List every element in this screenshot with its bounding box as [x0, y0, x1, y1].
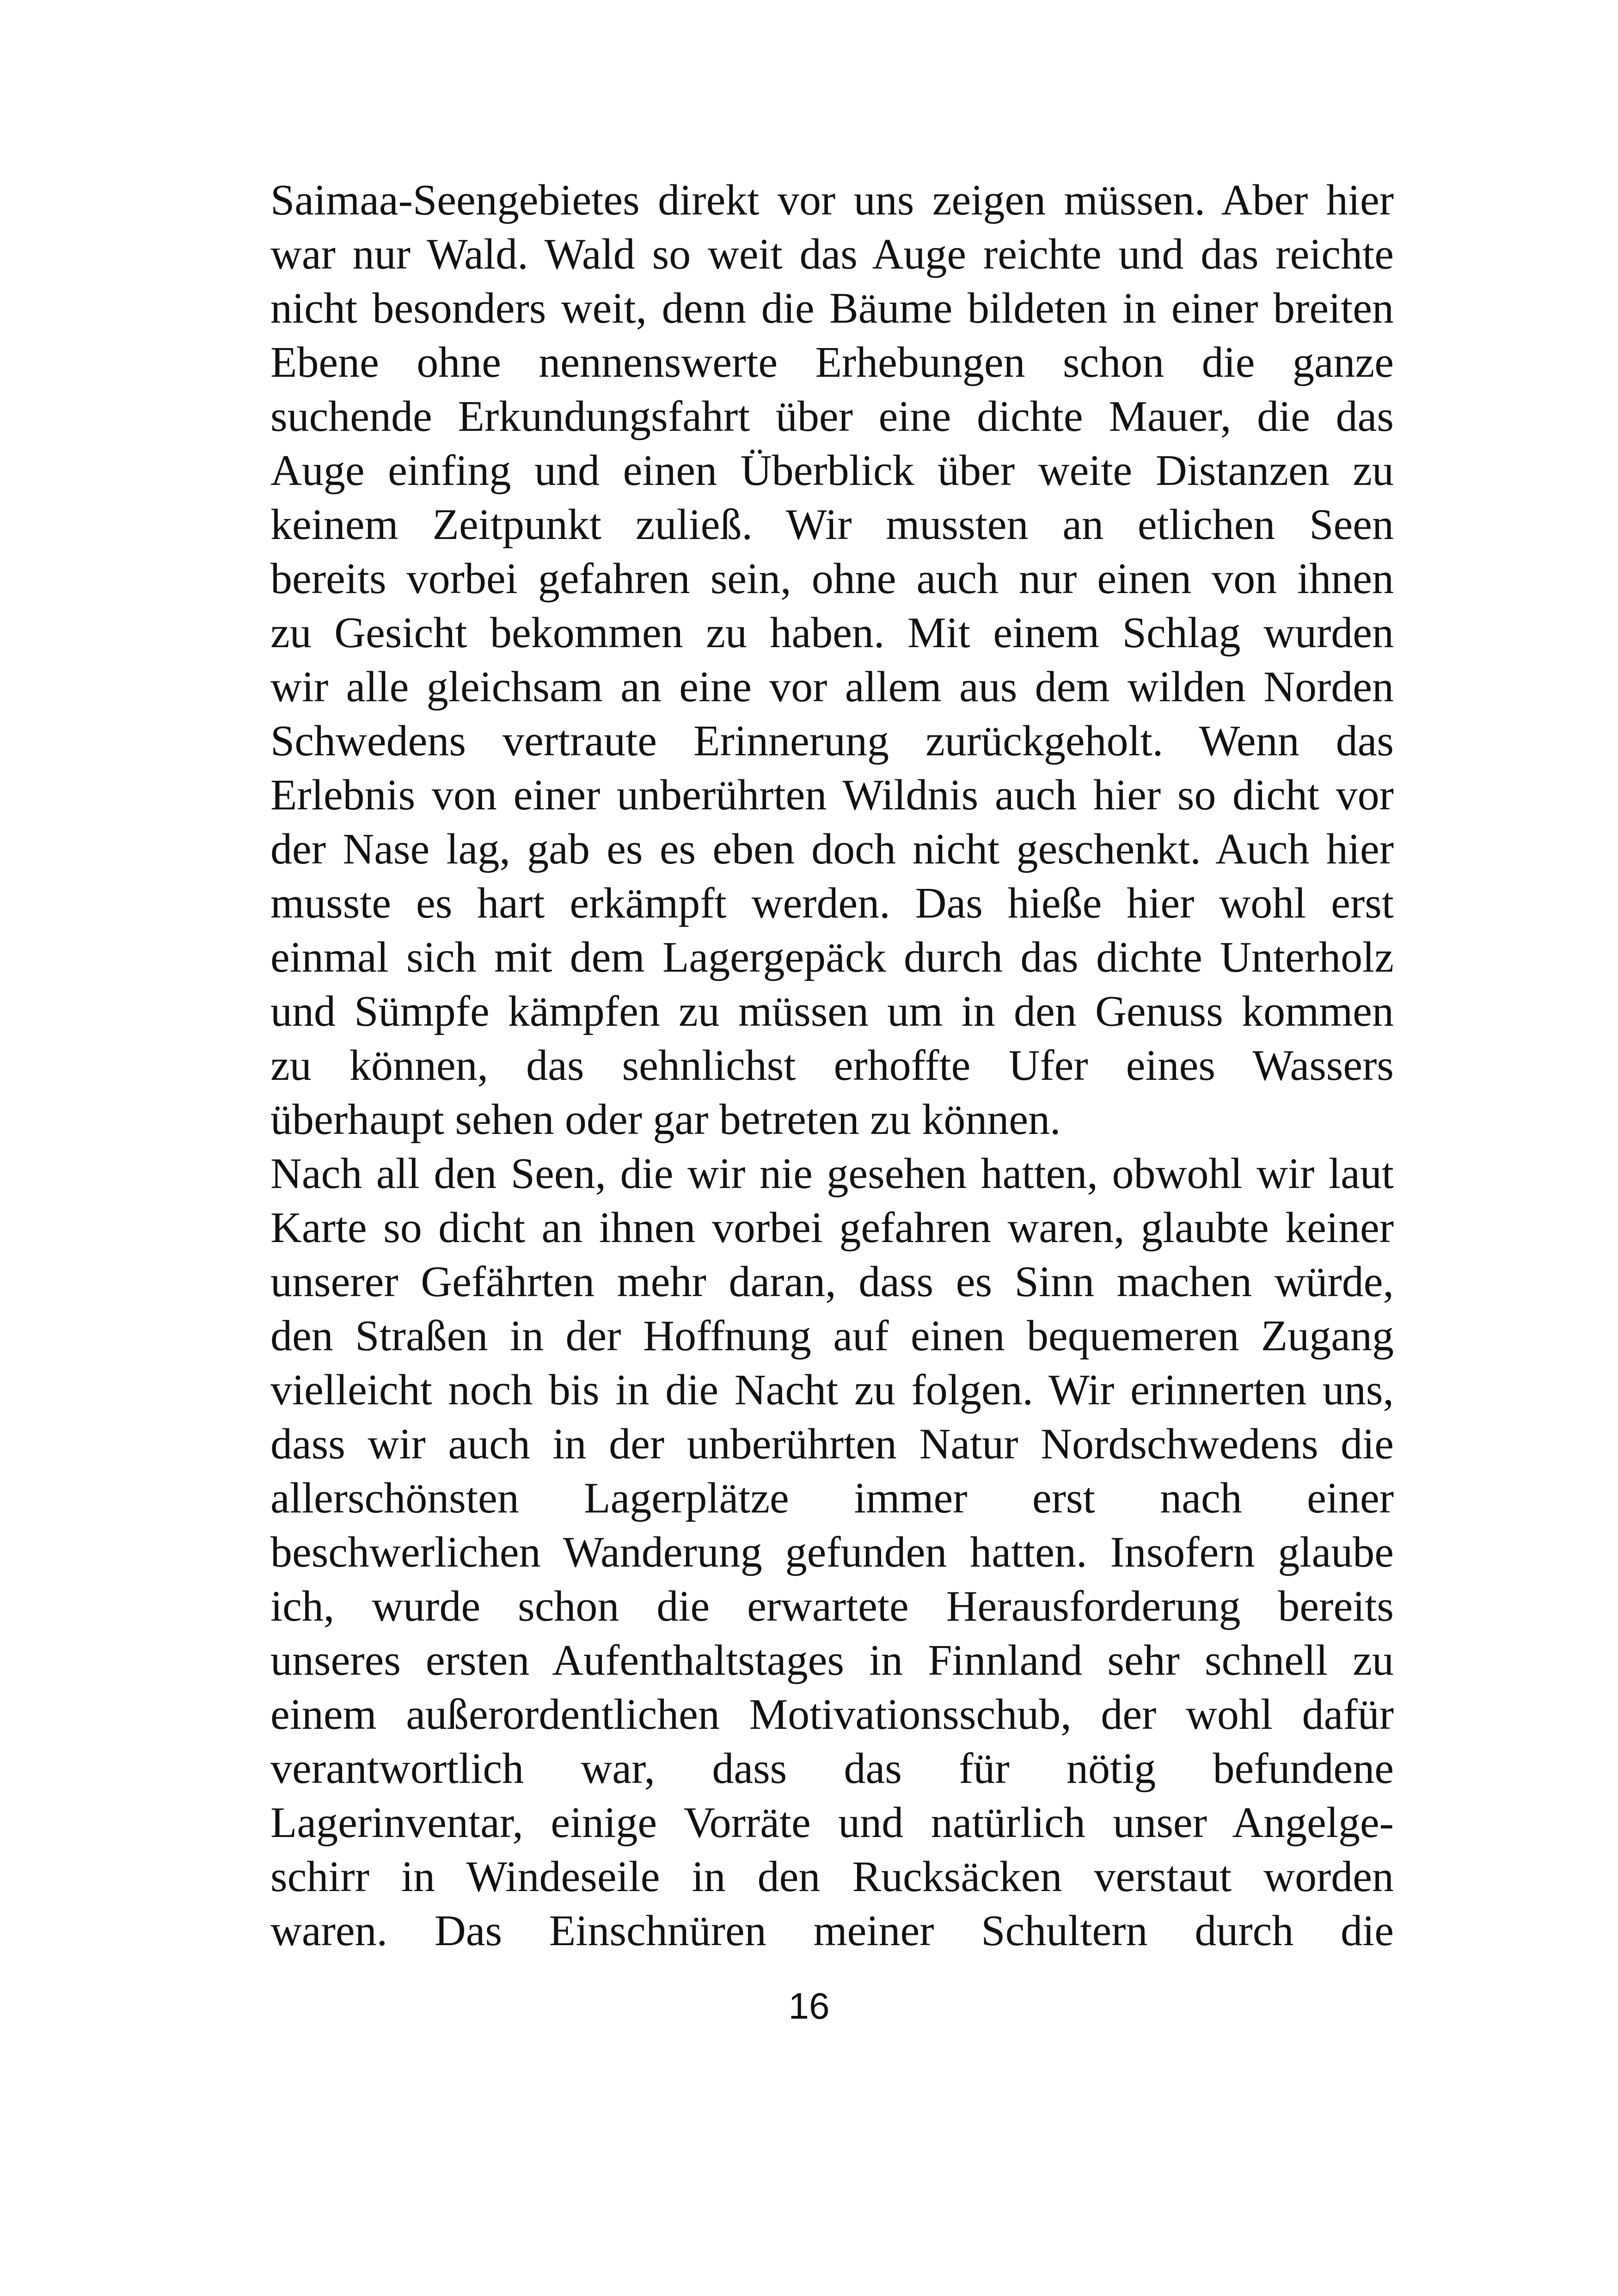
text-line: verantwortlich war, dass das für nötig befundene	[270, 1745, 1394, 1793]
text-line: Lagerinventar, einige Vorräte und natürlich unser Angelge-	[270, 1799, 1394, 1847]
text-line: vielleicht noch bis in die Nacht zu folgen. Wir erinnerten uns,	[270, 1366, 1394, 1414]
text-line: unserer Gefährten mehr daran, dass es Sinn machen würde,	[270, 1258, 1394, 1306]
text-line: Erlebnis von einer unberührten Wildnis auch hier so dicht vor	[270, 771, 1394, 819]
paragraph	[270, 1147, 1394, 1958]
text-line: Auge einfing und einen Überblick über weite Distanzen zu	[270, 447, 1394, 495]
text-line: Schwedens vertraute Erinnerung zurückgeholt. Wenn das	[270, 717, 1394, 765]
text-line: keinem Zeitpunkt zuließ. Wir mussten an etlichen Seen	[270, 501, 1394, 549]
text-line: Nach all den Seen, die wir nie gesehen hatten, obwohl wir laut	[270, 1150, 1394, 1198]
text-line: allerschönsten Lagerplätze immer erst nach einer	[270, 1474, 1394, 1522]
text-line: bereits vorbei gefahren sein, ohne auch nur einen von ihnen	[270, 555, 1394, 603]
text-line: Saimaa-Seengebietes direkt vor uns zeigen müssen. Aber hier	[270, 176, 1394, 224]
text-line: ich, wurde schon die erwartete Herausforderung bereits	[270, 1582, 1394, 1630]
text-line: waren. Das Einschnüren meiner Schultern durch die	[270, 1907, 1394, 1955]
text-line: einmal sich mit dem Lagergepäck durch das dichte Unterholz	[270, 933, 1394, 981]
text-line: einem außerordentlichen Motivationsschub, der wohl dafür	[270, 1690, 1394, 1739]
text-line: Karte so dicht an ihnen vorbei gefahren waren, glaubte keiner	[270, 1204, 1394, 1252]
text-line: der Nase lag, gab es es eben doch nicht geschenkt. Auch hier	[270, 825, 1394, 873]
page-number: 16	[788, 1985, 830, 2027]
body-text	[270, 173, 1394, 1958]
text-line: nicht besonders weit, denn die Bäume bildeten in einer breiten	[270, 284, 1394, 332]
text-line: überhaupt sehen oder gar betreten zu können.	[270, 1096, 1061, 1144]
text-line: schirr in Windeseile in den Rucksäcken verstaut worden	[270, 1853, 1394, 1901]
text-line: wir alle gleichsam an eine vor allem aus dem wilden Norden	[270, 663, 1394, 711]
text-line: unseres ersten Aufenthaltstages in Finnland sehr schnell zu	[270, 1636, 1394, 1684]
text-line: beschwerlichen Wanderung gefunden hatten. Insofern glaube	[270, 1528, 1394, 1576]
text-line: den Straßen in der Hoffnung auf einen bequemeren Zugang	[270, 1312, 1394, 1360]
text-line: Ebene ohne nennenswerte Erhebungen schon die ganze	[270, 338, 1394, 386]
text-line: zu Gesicht bekommen zu haben. Mit einem Schlag wurden	[270, 609, 1394, 657]
text-line: und Sümpfe kämpfen zu müssen um in den Genuss kommen	[270, 987, 1394, 1035]
paragraph	[270, 173, 1394, 1147]
text-line: zu können, das sehnlichst erhoffte Ufer eines Wassers	[270, 1041, 1394, 1090]
text-line: suchende Erkundungsfahrt über eine dichte Mauer, die das	[270, 392, 1394, 441]
text-line: dass wir auch in der unberührten Natur Nordschwedens die	[270, 1420, 1394, 1468]
text-line: musste es hart erkämpft werden. Das hieße hier wohl erst	[270, 879, 1394, 927]
text-line: war nur Wald. Wald so weit das Auge reichte und das reichte	[270, 230, 1394, 278]
